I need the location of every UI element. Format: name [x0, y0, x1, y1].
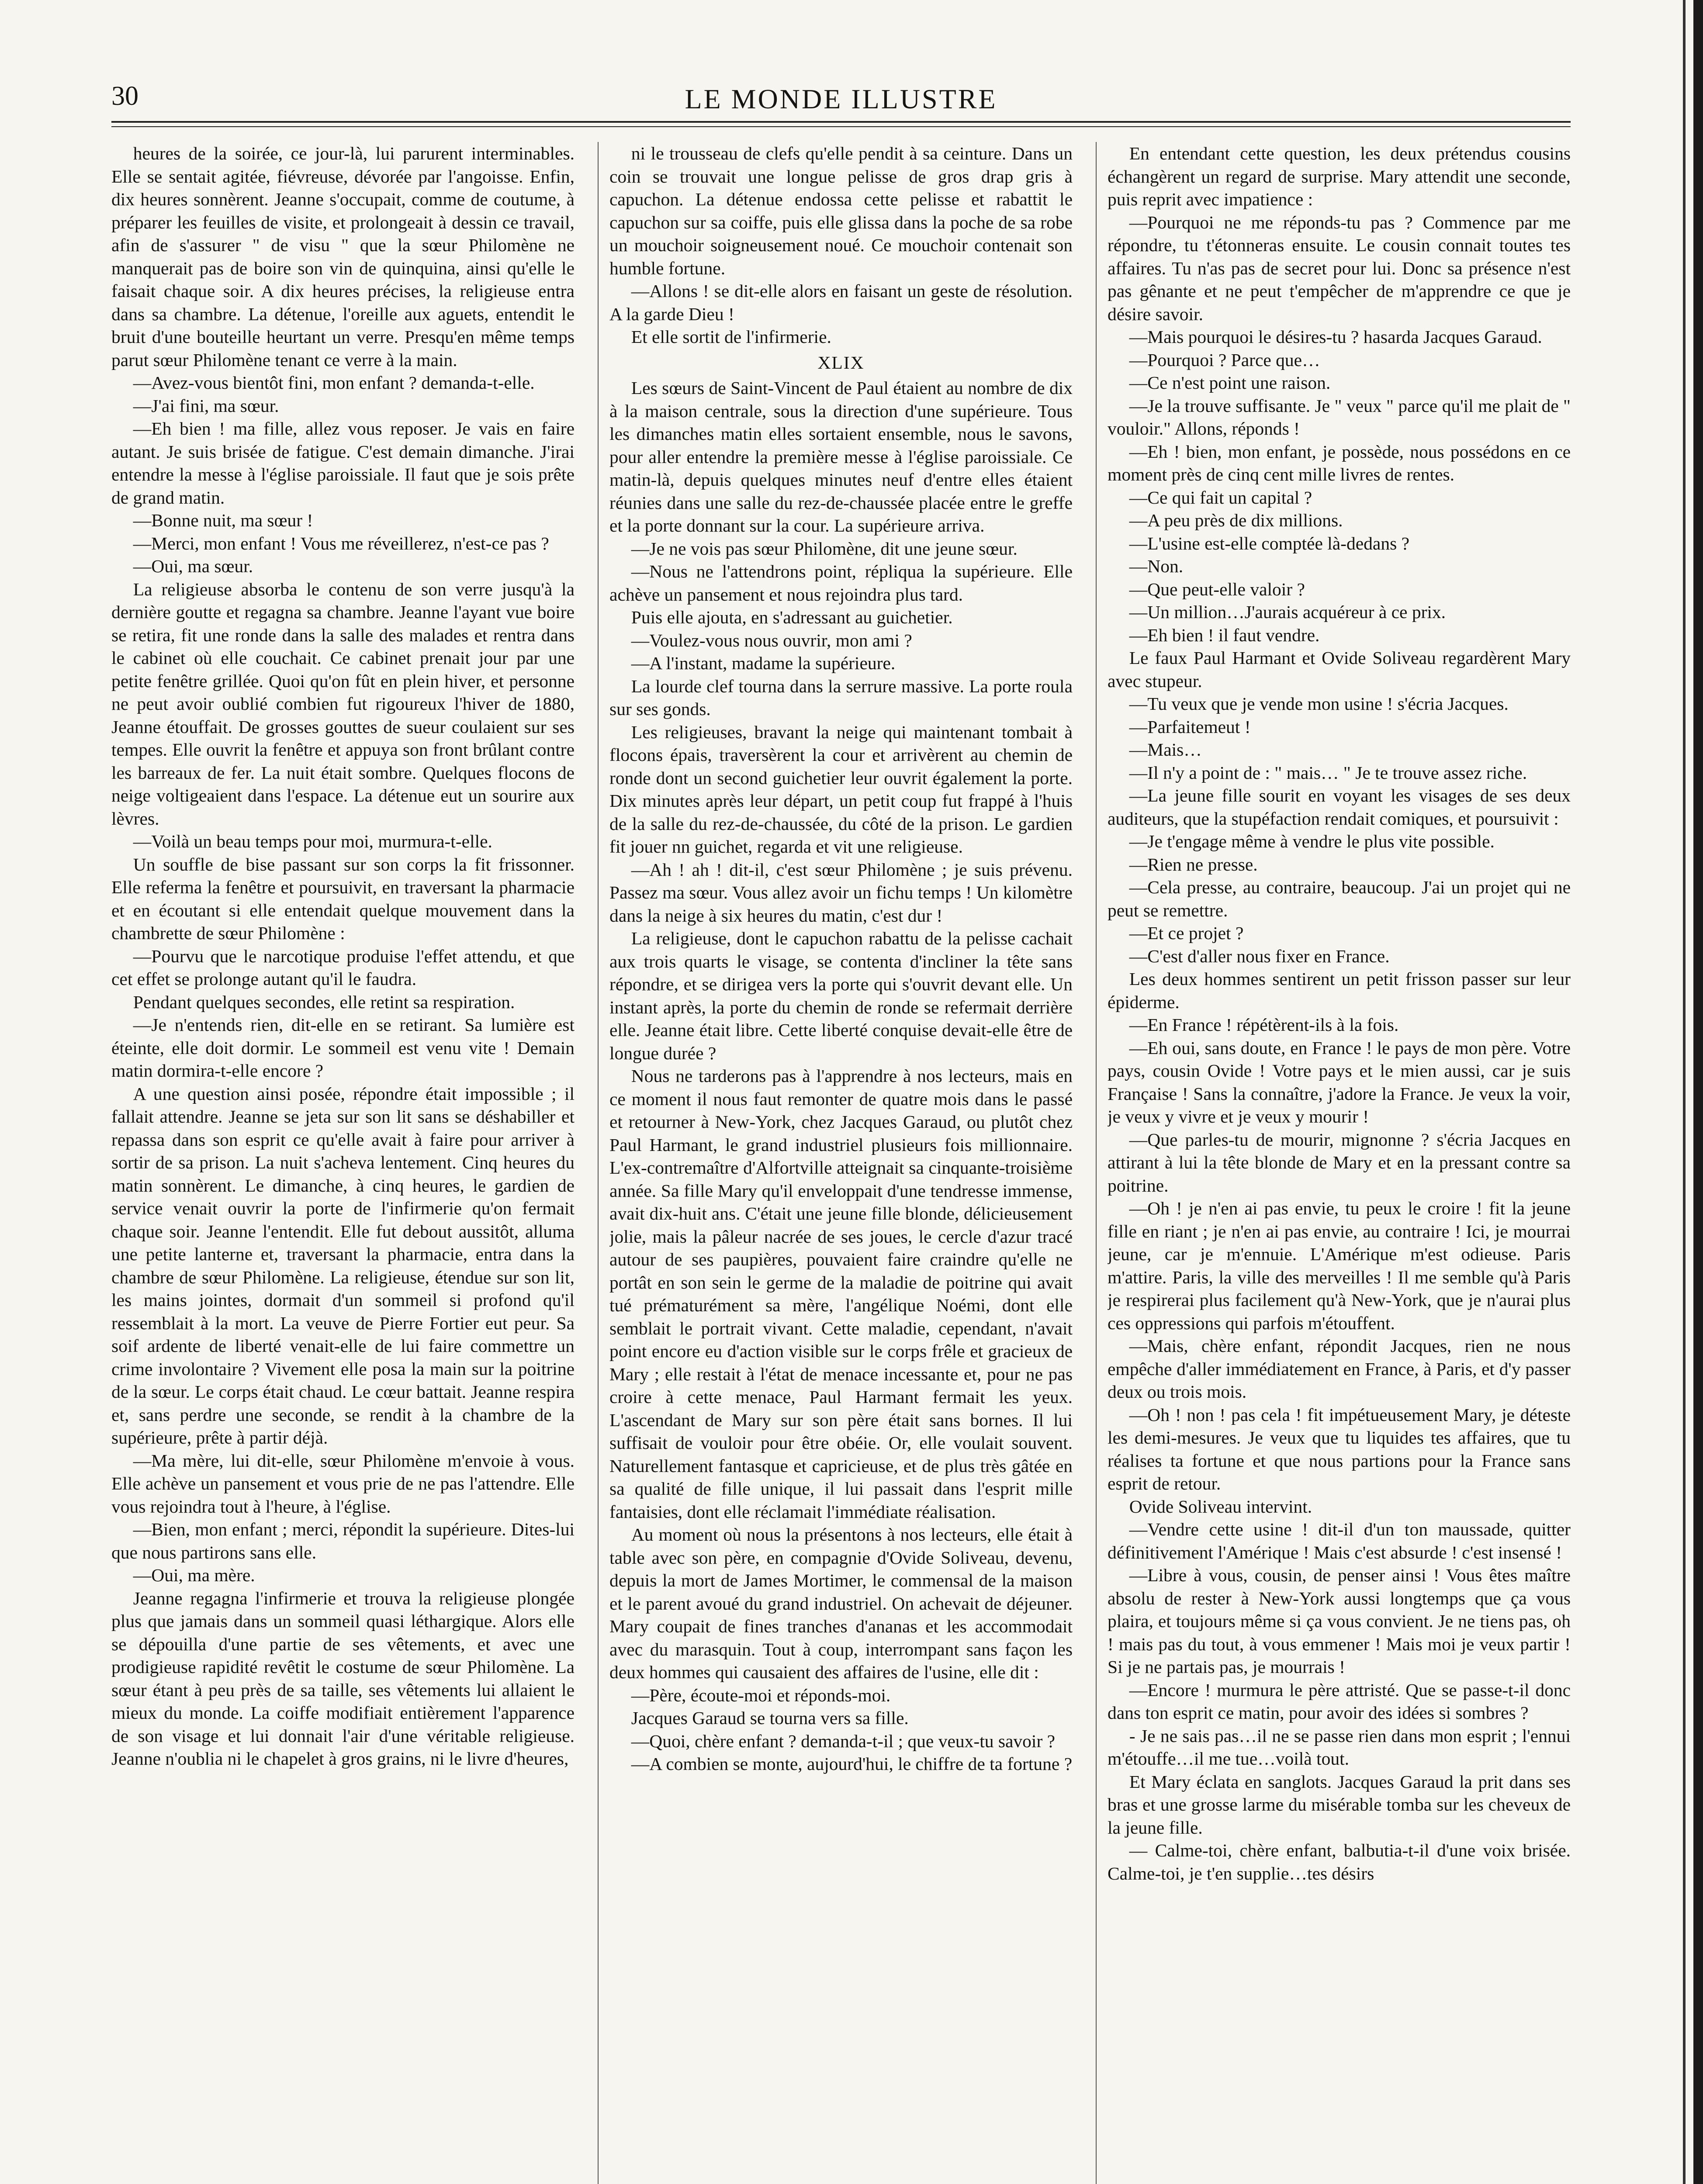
paragraph: —Ce n'est point une raison.	[1129, 373, 1331, 393]
paragraph: Le faux Paul Harmant et Ovide Soliveau regardèrent Mary avec stupeur.	[1108, 648, 1571, 691]
page-binding-edge	[1693, 0, 1703, 2184]
paragraph: —Oh ! non ! pas cela ! fit impétueusement Mary, je déteste les demi-mesures. Je veux que tu liquides tes affaires, que tu réalises ta fortune et que nous partions pour la France sans esprit de retour.	[1108, 1404, 1571, 1493]
paragraph: —Vendre cette usine ! dit-il d'un ton maussade, quitter définitivement l'Amérique ! Mais c'est absurde ! c'est insensé !	[1108, 1519, 1571, 1562]
paragraph: Les religieuses, bravant la neige qui maintenant tombait à flocons épais, traversèrent la cour et arrivèrent au chemin de ronde dont un second guichetier leur ouvrit également la porte. Dix minutes après leur départ, un petit coup fut frappé à l'huis de la salle du rez-de-chaussée, du côté de la prison. Le gardien fit jouer nn guichet, regarda et vit une religieuse.	[609, 722, 1073, 857]
chapter-heading: XLIX	[817, 352, 865, 373]
paragraph: —Oui, ma sœur.	[133, 556, 253, 576]
paragraph: Et Mary éclata en sanglots. Jacques Garaud la prit dans ses bras et une grosse larme du misérable tomba sur les cheveux de la jeune fille.	[1108, 1771, 1571, 1838]
text-column-1	[111, 142, 575, 2184]
paragraph: La religieuse, dont le capuchon rabattu de la pelisse cachait aux trois quarts le visage, se contenta d'incliner la tête sans répondre, et se dirigea vers la porte qui s'ouvrit devant elle. Un instant après, la porte du chemin de ronde se refermait derrière elle. Jeanne était libre. Cette liberté conquise devait-elle être de longue durée ?	[609, 928, 1073, 1063]
text-column-2	[609, 142, 1073, 2184]
paragraph: —Voulez-vous nous ouvrir, mon ami ?	[631, 630, 912, 650]
paragraph: —Allons ! se dit-elle alors en faisant un geste de résolution. A la garde Dieu !	[609, 281, 1073, 324]
paragraph: A une question ainsi posée, répondre était impossible ; il fallait attendre. Jeanne se jeta sur son lit sans se déshabiller et repassa dans son esprit ce qu'elle avait à faire pour arriver à sortir de sa prison. La nuit s'acheva lentement. Cinq heures du matin sonnèrent. Le dimanche, à cinq heures, le gardien de service venait ouvrir la porte de l'infirmerie qu'on fermait chaque soir. Jeanne l'entendit. Elle fut debout aussitôt, alluma une petite lanterne et, traversant la pharmacie, entra dans la chambre de sœur Philomène. La religieuse, étendue sur son lit, les mains jointes, dormait d'un sommeil si profond qu'il ressemblait à la mort. La veuve de Pierre Fortier eut peur. Sa soif ardente de liberté venait-elle de lui faire commettre un crime involontaire ? Vivement elle posa la main sur la poitrine de la sœur. Le corps était chaud. Le cœur battait. Jeanne respira et, sans perdre une seconde, se rendit à la chambre de la supérieure, prête à partir déjà.	[111, 1083, 575, 1448]
paragraph: Jacques Garaud se tourna vers sa fille.	[631, 1708, 909, 1728]
header-rule	[111, 121, 1571, 123]
paragraph: Et elle sortit de l'infirmerie.	[631, 327, 831, 347]
paragraph: —Nous ne l'attendrons point, répliqua la supérieure. Elle achève un pansement et nous rejoindra plus tard.	[609, 561, 1073, 605]
paragraph: —Eh bien ! ma fille, allez vous reposer. Je vais en faire autant. Je suis brisée de fatigue. C'est demain dimanche. J'irai entendre la messe à l'église paroissiale. Il faut que je sois prête de grand matin.	[111, 418, 575, 508]
paragraph: —Parfaitemeut !	[1129, 716, 1251, 737]
paragraph: En entendant cette question, les deux prétendus cousins échangèrent un regard de surprise. Mary attendit une seconde, puis reprit avec impatience :	[1108, 143, 1571, 209]
paragraph: Les sœurs de Saint-Vincent de Paul étaient au nombre de dix à la maison centrale, sous la direction d'une supérieure. Tous les dimanches matin elles sortaient ensemble, nous le savons, pour aller entendre la première messe à l'église paroissiale. Ce matin-là, depuis quelques minutes neuf d'entre elles étaient réunies dans une salle du rez-de-chaussée placée entre le greffe et la porte donnant sur la cour. La supérieure arriva.	[609, 378, 1073, 536]
paragraph: La lourde clef tourna dans la serrure massive. La porte roula sur ses gonds.	[609, 676, 1073, 719]
paragraph: —Rien ne presse.	[1129, 854, 1258, 874]
paragraph: —Mais, chère enfant, répondit Jacques, rien ne nous empêche d'aller immédiatement en France, à Paris, et d'y passer deux ou trois mois.	[1108, 1336, 1571, 1402]
paragraph: —Je t'engage même à vendre le plus vite possible.	[1129, 831, 1495, 851]
paragraph: —Pourquoi ? Parce que…	[1129, 349, 1320, 370]
paragraph: — Calme-toi, chère enfant, balbutia-t-il d'une voix brisée. Calme-toi, je t'en supplie…tes désirs	[1108, 1840, 1571, 1883]
paragraph: heures de la soirée, ce jour-là, lui parurent interminables. Elle se sentait agitée, fiévreuse, dévorée par l'angoisse. Enfin, dix heures sonnèrent. Jeanne s'occupait, comme de coutume, à préparer les feuilles de visite, et prolongeait à dessin ce travail, afin de s'assurer " de visu " que la sœur Philomène ne manquerait pas de boire son vin de quinquina, ainsi qu'elle le faisait chaque soir. A dix heures précises, la religieuse entra dans sa chambre. La détenue, l'oreille aux aguets, entendit le bruit d'une bouteille heurtant un verre. Presqu'en même temps parut sœur Philomène tenant ce verre à la main.	[111, 143, 575, 370]
paragraph: Puis elle ajouta, en s'adressant au guichetier.	[631, 607, 953, 627]
page-number: 30	[111, 81, 138, 111]
paragraph: —Non.	[1129, 556, 1184, 576]
paragraph: Pendant quelques secondes, elle retint sa respiration.	[133, 992, 515, 1012]
header-rule-thin	[111, 126, 1571, 127]
paragraph: —Cela presse, au contraire, beaucoup. J'ai un projet qui ne peut se remettre.	[1108, 877, 1571, 920]
paragraph: —La jeune fille sourit en voyant les visages de ses deux auditeurs, que la stupéfaction rendait comiques, et poursuivit :	[1108, 785, 1571, 829]
paragraph: Nous ne tarderons pas à l'apprendre à nos lecteurs, mais en ce moment il nous faut remonter de quatre mois dans le passé et retourner à New-York, chez Jacques Garaud, ou plutôt chez Paul Harmant, le grand industriel plusieurs fois millionnaire. L'ex-contremaître d'Alfortville atteignait sa cinquante-troisième année. Sa fille Mary qu'il enveloppait d'une tendresse immense, avait dix-huit ans. C'était une jeune fille blonde, délicieusement jolie, mais la pâleur nacrée de ses joues, le cercle d'azur tracé autour de ses paupières, pouvaient faire craindre qu'elle ne portât en son sein le germe de la maladie de poitrine qui avait tué prématurément sa mère, l'angélique Noémi, dont elle semblait le portrait vivant. Cette maladie, cependant, n'avait point encore eu d'action visible sur le corps frêle et gracieux de Mary ; elle restait à l'état de menace incessante et, pour ne pas croire à cette menace, Paul Harmant fermait les yeux. L'ascendant de Mary sur son père était sans bornes. Il lui suffisait de vouloir pour être obéie. Or, elle voulait souvent. Naturellement fantasque et capricieuse, et de plus très gâtée en sa qualité de fille unique, il lui passait dans l'esprit mille fantaisies, dont elle réclamait l'immédiate réalisation.	[609, 1066, 1073, 1522]
paragraph: Jeanne regagna l'infirmerie et trouva la religieuse plongée plus que jamais dans un sommeil quasi léthargique. Alors elle se dépouilla d'une partie de ses vêtements, et avec une prodigieuse rapidité revêtit le costume de sœur Philomène. La sœur étant à peu près de sa taille, ses vêtements lui allaient le mieux du monde. La coiffe modifiait entièrement l'apparence de son visage et lui donnait l'air d'une véritable religieuse. Jeanne n'oublia ni le chapelet à gros grains, ni le livre d'heures,	[111, 1588, 575, 1769]
paragraph: —Bien, mon enfant ; merci, répondit la supérieure. Dites-lui que nous partirons sans elle.	[111, 1519, 575, 1562]
paragraph: —En France ! répétèrent-ils à la fois.	[1129, 1015, 1399, 1035]
paragraph: —Père, écoute-moi et réponds-moi.	[631, 1685, 891, 1705]
paragraph: —Bonne nuit, ma sœur !	[133, 510, 313, 530]
paragraph: —A combien se monte, aujourd'hui, le chiffre de ta fortune ?	[631, 1754, 1073, 1774]
paragraph: —Ma mère, lui dit-elle, sœur Philomène m'envoie à vous. Elle achève un pansement et vous prie de ne pas l'attendre. Elle vous rejoindra tout à l'heure, à l'église.	[111, 1450, 575, 1517]
column-divider	[1096, 142, 1097, 2184]
paragraph: —Pourquoi ne me réponds-tu pas ? Commence par me répondre, tu t'étonneras ensuite. Le cousin connait toutes tes affaires. Tu n'as pas de secret pour lui. Donc sa présence n'est pas gênante et ne peut t'empêcher de m'apprendre ce que je désire savoir.	[1108, 212, 1571, 324]
paragraph: —Que parles-tu de mourir, mignonne ? s'écria Jacques en attirant à lui la tête blonde de Mary et en la pressant contre sa poitrine.	[1108, 1129, 1571, 1196]
paragraph: —Un million…J'aurais acquéreur à ce prix.	[1129, 602, 1446, 622]
paragraph: Ovide Soliveau intervint.	[1129, 1496, 1312, 1517]
paragraph: —J'ai fini, ma sœur.	[133, 395, 279, 416]
paragraph: ni le trousseau de clefs qu'elle pendit à sa ceinture. Dans un coin se trouvait une longue pelisse de gros drap gris à capuchon. La détenue endossa cette pelisse et rabattit le capuchon sur sa coiffe, puis elle glissa dans la poche de sa robe un mouchoir soigneusement noué. Ce mouchoir contenait son humble fortune.	[609, 143, 1073, 278]
page-header	[111, 72, 1571, 138]
text-column-3	[1108, 142, 1571, 2184]
paragraph: —Je la trouve suffisante. Je " veux " parce qu'il me plait de " vouloir." Allons, réponds !	[1108, 395, 1571, 439]
paragraph: - Je ne sais pas…il ne se passe rien dans mon esprit ; l'ennui m'étouffe…il me tue…voilà tout.	[1108, 1725, 1571, 1769]
paragraph: —A peu près de dix millions.	[1129, 510, 1343, 530]
paragraph: —Oui, ma mère.	[133, 1565, 255, 1585]
paragraph: —Eh ! bien, mon enfant, je possède, nous possédons en ce moment près de cinq cent mille livres de rentes.	[1108, 441, 1571, 484]
paragraph: —Et ce projet ?	[1129, 923, 1244, 943]
page-binding-shadow	[1683, 0, 1686, 2184]
paragraph: —L'usine est-elle comptée là-dedans ?	[1129, 533, 1410, 553]
paragraph: —Quoi, chère enfant ? demanda-t-il ; que veux-tu savoir ?	[631, 1731, 1056, 1751]
paragraph: —Pourvu que le narcotique produise l'effet attendu, et que cet effet se prolonge autant qu'il le faudra.	[111, 946, 575, 989]
paragraph: —Ce qui fait un capital ?	[1129, 487, 1312, 508]
paragraph: —Avez-vous bientôt fini, mon enfant ? demanda-t-elle.	[133, 373, 535, 393]
paragraph: Un souffle de bise passant sur son corps la fit frissonner. Elle referma la fenêtre et poursuivit, en traversant la pharmacie et en écoutant si elle entendait quelque mouvement dans la chambrette de sœur Philomène :	[111, 854, 575, 943]
paragraph: Au moment où nous la présentons à nos lecteurs, elle était à table avec son père, en compagnie d'Ovide Soliveau, devenu, depuis la mort de James Mortimer, le commensal de la maison et le parent avoué du grand industriel. On achevait de déjeuner. Mary coupait de fines tranches d'ananas et les accommodait avec du marasquin. Tout à coup, interrompant sans façon les deux hommes qui causaient des affaires de l'usine, elle dit :	[609, 1524, 1073, 1682]
paragraph: —Voilà un beau temps pour moi, murmura-t-elle.	[133, 831, 492, 851]
paragraph: Les deux hommes sentirent un petit frisson passer sur leur épiderme.	[1108, 969, 1571, 1012]
paragraph: —Merci, mon enfant ! Vous me réveillerez, n'est-ce pas ?	[133, 533, 549, 553]
paragraph: —Tu veux que je vende mon usine ! s'écria Jacques.	[1129, 694, 1509, 714]
paragraph: —Je ne vois pas sœur Philomène, dit une jeune sœur.	[631, 538, 1018, 559]
paragraph: La religieuse absorba le contenu de son verre jusqu'à la dernière goutte et regagna sa chambre. Jeanne l'ayant vue boire se retira, fit une ronde dans la salle des malades et rentra dans le cabinet où elle couchait. Ce cabinet prenait jour par une petite fenêtre grillée. Quoi qu'on fût en plein hiver, et personne ne peut avoir oublié combien fut rigoureux l'hiver de 1880, Jeanne étouffait. De grosses gouttes de sueur coulaient sur ses tempes. Elle ouvrit la fenêtre et appuya son front brûlant contre les barreaux de fer. La nuit était sombre. Quelques flocons de neige voltigeaient dans l'espace. La détenue eut un sourire aux lèvres.	[111, 579, 575, 829]
paragraph: —Mais…	[1129, 740, 1202, 760]
paragraph: —Libre à vous, cousin, de penser ainsi ! Vous êtes maître absolu de rester à New-York aussi longtemps que ça vous plaira, et toujours même si ça vous convient. Je ne tiens pas, oh ! mais pas du tout, à vous emmener ! Mais moi je veux partir ! Si je ne partais pas, je mourrais !	[1108, 1565, 1571, 1677]
paragraph: —Encore ! murmura le père attristé. Que se passe-t-il donc dans ton esprit ce matin, pour avoir des idées si sombres ?	[1108, 1679, 1571, 1723]
paragraph: —Eh bien ! il faut vendre.	[1129, 625, 1320, 645]
paragraph: —Que peut-elle valoir ?	[1129, 579, 1305, 599]
paragraph: —Il n'y a point de : " mais… " Je te trouve assez riche.	[1129, 762, 1527, 783]
journal-title: LE MONDE ILLUSTRE	[685, 83, 997, 114]
paragraph: —Oh ! je n'en ai pas envie, tu peux le croire ! fit la jeune fille en riant ; je n'en ai pas envie, au contraire ! Ici, je mourrai jeune, car je m'ennuie. L'Amérique m'est odieuse. Paris m'attire. Paris, la ville des merveilles ! Il me semble qu'à Paris je respirerai plus facilement qu'à New-York, que je n'aurai plus ces oppressions qui parfois m'étouffent.	[1108, 1198, 1571, 1333]
paragraph: —A l'instant, madame la supérieure.	[631, 653, 896, 673]
paragraph: —C'est d'aller nous fixer en France.	[1129, 946, 1390, 966]
column-divider	[598, 142, 599, 2184]
paragraph: —Mais pourquoi le désires-tu ? hasarda Jacques Garaud.	[1129, 327, 1542, 347]
paragraph: —Ah ! ah ! dit-il, c'est sœur Philomène ; je suis prévenu. Passez ma sœur. Vous allez avoir un fichu temps ! Un kilomètre dans la neige à six heures du matin, c'est dur !	[609, 859, 1073, 926]
paragraph: —Eh oui, sans doute, en France ! le pays de mon père. Votre pays, cousin Ovide ! Votre pays et le mien aussi, car je suis Française ! Sans la connaître, j'adore la France. Je veux la voir, je veux y vivre et je veux y mourir !	[1108, 1037, 1571, 1127]
paragraph: —Je n'entends rien, dit-elle en se retirant. Sa lumière est éteinte, elle doit dormir. Le sommeil est venu vite ! Demain matin dormira-t-elle encore ?	[111, 1015, 575, 1081]
